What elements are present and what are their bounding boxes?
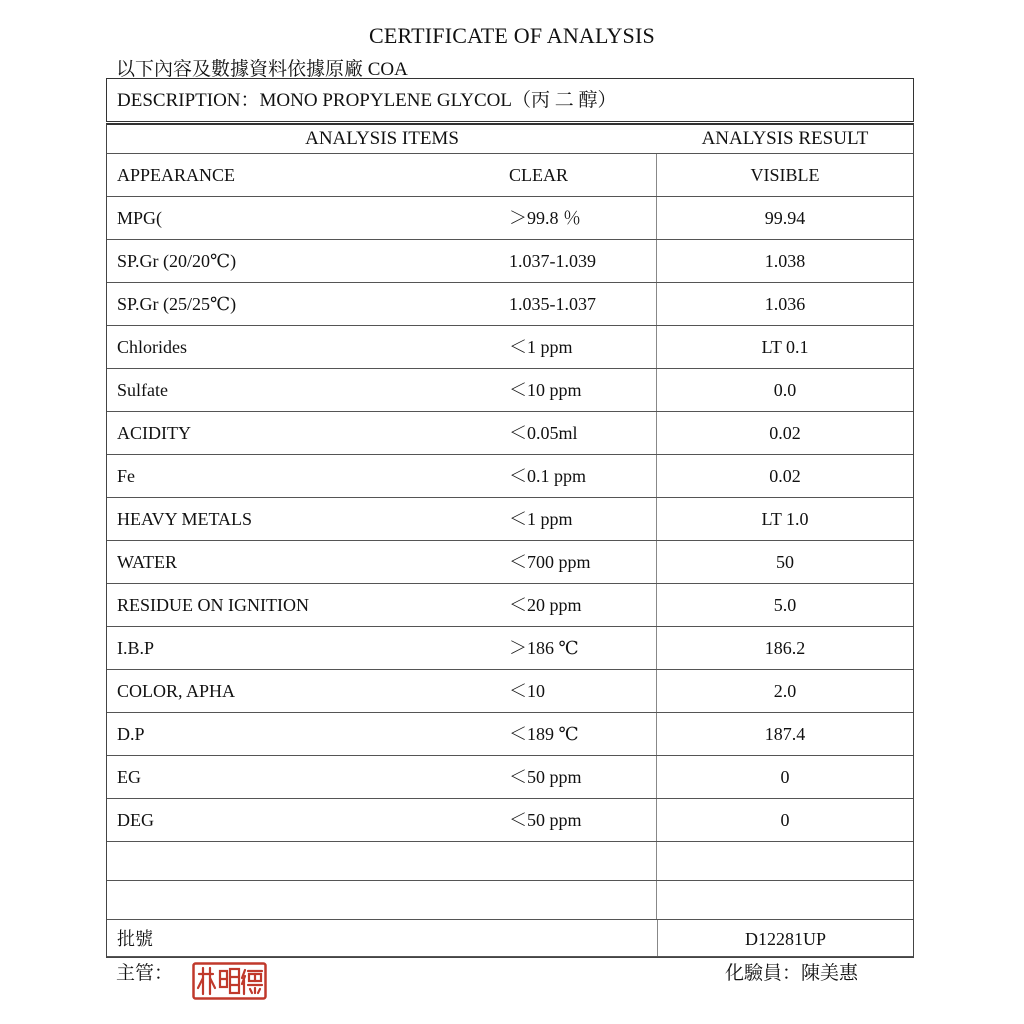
item-name: Sulfate bbox=[117, 380, 168, 400]
table-row bbox=[106, 154, 914, 197]
item-spec: 1.035-1.037 bbox=[499, 283, 657, 326]
item-spec: ＜50 ppm bbox=[499, 756, 657, 799]
table-row bbox=[106, 283, 914, 326]
item-result: 50 bbox=[776, 552, 794, 572]
blank-cell bbox=[107, 842, 499, 881]
table-row bbox=[106, 455, 914, 498]
table-row bbox=[106, 670, 914, 713]
item-result: 186.2 bbox=[764, 638, 806, 658]
item-result: 2.0 bbox=[773, 681, 797, 701]
item-result: 0 bbox=[780, 767, 790, 787]
item-spec: ＞186 ℃ bbox=[499, 627, 657, 670]
item-name: WATER bbox=[117, 552, 177, 572]
table-row bbox=[106, 713, 914, 756]
item-result: 0.0 bbox=[773, 380, 797, 400]
item-name: RESIDUE ON IGNITION bbox=[117, 595, 309, 615]
item-result: 5.0 bbox=[773, 595, 797, 615]
item-spec: ＜1 ppm bbox=[499, 326, 657, 369]
document-title: CERTIFICATE OF ANALYSIS bbox=[369, 23, 655, 48]
blank-cell bbox=[657, 842, 913, 881]
item-spec: 1.037-1.039 bbox=[499, 240, 657, 283]
item-name: ACIDITY bbox=[117, 423, 191, 443]
item-result: LT 1.0 bbox=[761, 509, 809, 529]
document-subtitle: 以下內容及數據資料依據原廠 COA bbox=[116, 59, 408, 80]
item-result: 1.036 bbox=[764, 294, 806, 314]
inspector-label: 化驗員：陳美惠 bbox=[725, 963, 859, 984]
table-row bbox=[106, 369, 914, 412]
item-result: 0.02 bbox=[769, 423, 801, 443]
item-name: COLOR, APHA bbox=[117, 681, 236, 701]
table-row bbox=[106, 240, 914, 283]
batch-number: D12281UP bbox=[657, 920, 913, 957]
description-row bbox=[106, 78, 914, 122]
item-name: APPEARANCE bbox=[117, 165, 236, 185]
item-spec: ＞99.8 ％ bbox=[499, 197, 657, 240]
item-name: Fe bbox=[117, 466, 135, 486]
item-spec: ＜0.05ml bbox=[499, 412, 657, 455]
blank-cell bbox=[499, 881, 657, 920]
item-spec: ＜189 ℃ bbox=[499, 713, 657, 756]
blank-row bbox=[106, 881, 914, 920]
batch-label: 批號 bbox=[117, 929, 153, 949]
item-name: Chlorides bbox=[117, 337, 187, 357]
item-result: 0 bbox=[780, 810, 790, 830]
blank-cell bbox=[657, 881, 913, 920]
table-row bbox=[106, 326, 914, 369]
table-row bbox=[106, 541, 914, 584]
table-row bbox=[106, 627, 914, 670]
table-row bbox=[106, 584, 914, 627]
item-result: 99.94 bbox=[764, 208, 806, 228]
description-value: MONO PROPYLENE GLYCOL（丙 二 醇） bbox=[259, 90, 617, 111]
item-name: SP.Gr (20/20℃) bbox=[117, 251, 237, 271]
item-name: I.B.P bbox=[117, 638, 155, 658]
blank-row bbox=[106, 842, 914, 881]
item-spec: ＜1 ppm bbox=[499, 498, 657, 541]
item-result: 0.02 bbox=[769, 466, 801, 486]
table-row bbox=[106, 799, 914, 842]
header-analysis-result: ANALYSIS RESULT bbox=[701, 128, 869, 149]
blank-cell bbox=[107, 881, 499, 920]
item-result: LT 0.1 bbox=[761, 337, 809, 357]
item-name: DEG bbox=[117, 810, 154, 830]
item-name: SP.Gr (25/25℃) bbox=[117, 294, 237, 314]
item-result: 1.038 bbox=[764, 251, 806, 271]
item-name: HEAVY METALS bbox=[117, 509, 253, 529]
table-row bbox=[106, 197, 914, 240]
description-label: DESCRIPTION： bbox=[117, 90, 260, 111]
item-spec: ＜0.1 ppm bbox=[499, 455, 657, 498]
item-spec: ＜10 ppm bbox=[499, 369, 657, 412]
item-spec: ＜20 ppm bbox=[499, 584, 657, 627]
item-spec: CLEAR bbox=[499, 154, 657, 197]
supervisor-label: 主管： bbox=[116, 963, 174, 984]
header-analysis-items: ANALYSIS ITEMS bbox=[305, 128, 459, 149]
analysis-sheet bbox=[106, 78, 914, 958]
table-row bbox=[106, 756, 914, 799]
table-row bbox=[106, 412, 914, 455]
item-result: 187.4 bbox=[764, 724, 806, 744]
item-spec: ＜50 ppm bbox=[499, 799, 657, 842]
item-name: D.P bbox=[117, 724, 145, 744]
supervisor-seal-stamp bbox=[192, 962, 267, 1000]
item-name: EG bbox=[117, 767, 141, 787]
blank-cell bbox=[499, 842, 657, 881]
item-result: VISIBLE bbox=[750, 165, 820, 185]
item-spec: ＜700 ppm bbox=[499, 541, 657, 584]
table-row bbox=[106, 498, 914, 541]
item-name: MPG( bbox=[117, 208, 163, 228]
item-spec: ＜10 bbox=[499, 670, 657, 713]
batch-row bbox=[106, 920, 914, 958]
table-header bbox=[106, 123, 914, 154]
